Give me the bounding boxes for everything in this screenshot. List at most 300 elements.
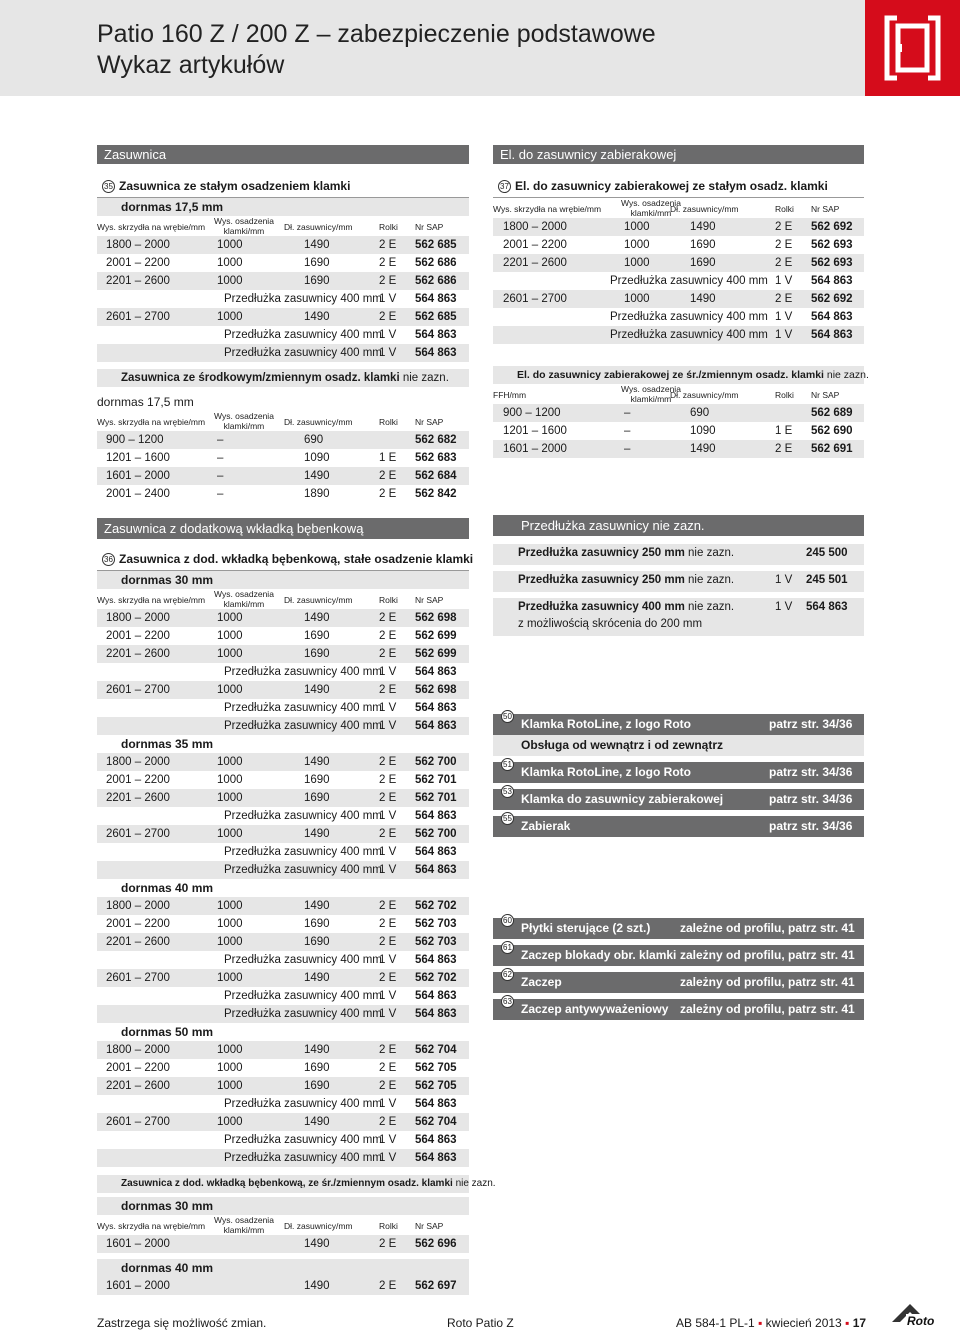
header-sap: Nr SAP [415,595,444,605]
length: 1490 [690,293,716,305]
length: 1690 [304,774,330,786]
dornmas-text: dornmas 50 mm [121,1025,214,1039]
header-height: Wys. skrzydła na wrębie/mm [97,417,206,427]
table-row [97,344,469,362]
accessory-bar [493,789,864,810]
accessory-bar [493,999,864,1020]
rollers: 1 V [379,720,397,732]
handle-height: 1000 [217,972,243,984]
accessory-ref: patrz str. 34/36 [769,717,853,731]
table-row [97,699,469,717]
spacer [493,344,864,366]
sap-number: 562 692 [811,221,853,233]
sap-number: 562 698 [415,684,457,696]
handle-height: 1000 [217,756,243,768]
sap-number: 564 863 [811,275,853,287]
sap-number: 562 700 [415,828,457,840]
rollers: 2 E [379,1044,397,1056]
header-length: Dł. zasuwnicy/mm [670,390,739,400]
table-row [493,308,864,326]
header-handle-1: Wys. osadzenia [621,384,681,394]
column-header [493,384,864,404]
spacer [97,164,469,175]
handle-height: – [217,452,224,464]
rollers: 2 E [379,648,397,660]
dornmas-label [97,735,469,753]
table-row [493,440,864,458]
sap-number: 562 701 [415,774,457,786]
rollers: 2 E [775,293,793,305]
sap-number: 562 699 [415,648,457,660]
circle-number-icon: 62 [501,968,514,981]
sap-number: 562 683 [415,452,457,464]
rollers: 1 V [379,810,397,822]
left-column [97,145,496,1295]
extension-label: Przedłużka zasuwnicy 400 mm [610,329,768,341]
rollers: 2 E [379,1280,397,1292]
header-handle-2: klamki/mm [223,226,265,236]
handle-height: 1000 [217,257,243,269]
header-length: Dł. zasuwnicy/mm [284,595,353,605]
spacer [493,536,864,544]
handle-height: 1000 [217,936,243,948]
roto-logo [888,1300,938,1329]
spacer [493,843,864,918]
rollers: 2 E [379,1238,397,1250]
sap-number: 562 842 [415,488,457,500]
length: 1490 [304,239,330,251]
column-header [97,1215,469,1235]
accessory-ref: zależne od profilu, patrz str. 41 [680,921,855,935]
table-row [493,422,864,440]
height-range: 2001 – 2200 [106,630,170,642]
header-rollers: Rolki [379,222,398,232]
length: 1690 [304,630,330,642]
rollers: 2 E [379,275,397,287]
height-range: 2201 – 2600 [106,792,170,804]
sap-number: 562 692 [811,293,853,305]
block-center-title [493,366,869,384]
rollers: 2 E [379,972,397,984]
page-title: Patio 160 Z / 200 Z – zabezpieczenie podstawowe [97,20,656,48]
extension-label: Przedłużka zasuwnicy 400 mm [224,293,382,305]
table-row [97,1059,469,1077]
circle-number-icon: 50 [501,710,514,723]
accessory-ref: patrz str. 34/36 [769,765,853,779]
length: 1490 [304,684,330,696]
handle-height: 1000 [217,828,243,840]
rollers: 1 V [379,990,397,1002]
table-row [97,609,469,627]
section-bar [97,518,469,539]
rollers: 1 V [379,702,397,714]
header-rollers: Rolki [379,417,398,427]
rollers: 2 E [379,792,397,804]
sap-number: 562 696 [415,1238,457,1250]
header-handle-2: klamki/mm [630,208,672,218]
table-row [493,272,864,290]
handle-height: 1000 [217,239,243,251]
sap-number: 562 703 [415,918,457,930]
extension-label: Przedłużka zasuwnicy 400 mm [224,864,382,876]
accessory-ref: patrz str. 34/36 [769,819,853,833]
height-range: 900 – 1200 [106,434,164,446]
extension-label: Przedłużka zasuwnicy 400 mm [610,311,768,323]
header-handle [214,589,274,609]
footer-note: Zastrzega się możliwość zmian. [97,1316,267,1330]
handle-height: 1000 [217,1080,243,1092]
sap-number: 562 702 [415,972,457,984]
rollers: 1 V [775,601,793,613]
block-variable-title [97,1175,496,1193]
note: nie zazn. [688,574,735,586]
rollers: 2 E [379,918,397,930]
handle-height: – [624,425,631,437]
sap-number: 245 500 [806,547,848,559]
footer-product: Roto Patio Z [447,1316,514,1330]
header-handle-2: klamki/mm [223,421,265,431]
rollers: 2 E [379,470,397,482]
handle-height: – [624,443,631,455]
header-handle [214,216,274,236]
length: 690 [304,434,324,446]
handle-height: – [624,407,631,419]
sap-number: 564 863 [415,990,457,1002]
table-row [97,1131,469,1149]
table-row [97,933,469,951]
sap-number: 564 863 [415,1152,457,1164]
section-title: Zasuwnica [104,147,167,162]
length: 1690 [304,936,330,948]
dornmas-label [97,393,469,411]
section-title: Zasuwnica z dodatkową wkładką bębenkową [104,521,364,536]
sap-number: 562 704 [415,1044,457,1056]
table-row [97,627,469,645]
spacer [493,458,864,515]
extension-sub: z możliwością skrócenia do 200 mm [518,618,703,630]
circle-number-icon: 61 [501,941,514,954]
table-row [97,1113,469,1131]
handle-height: 1000 [217,648,243,660]
extension-box [493,598,864,636]
table-row [97,467,469,485]
rollers: 1 V [775,275,793,287]
table-row [97,272,469,290]
table-row [97,717,469,735]
height-range: 2201 – 2600 [106,648,170,660]
circle-number-icon: 53 [501,785,514,798]
handle-height: 1000 [217,684,243,696]
rollers: 2 E [379,1080,397,1092]
page-subtitle: Wykaz artykułów [97,51,285,79]
extension-title [518,601,734,613]
height-range: 1800 – 2000 [106,1044,170,1056]
circle-number-icon: 63 [501,995,514,1008]
header-rollers: Rolki [775,204,794,214]
rollers: 1 V [379,347,397,359]
table-row [97,969,469,987]
table-row [97,1077,469,1095]
height-range: 2001 – 2200 [106,774,170,786]
sap-number: 562 685 [415,311,457,323]
rollers: 2 E [775,257,793,269]
sap-number: 562 686 [415,257,457,269]
length: 1490 [304,1280,330,1292]
length: 1490 [304,612,330,624]
height-range: 1601 – 2000 [106,1238,170,1250]
sap-number: 562 703 [415,936,457,948]
sap-number: 564 863 [811,311,853,323]
block-36-title [97,548,474,570]
length: 1690 [304,648,330,660]
rollers: 2 E [379,936,397,948]
dornmas-label [97,198,469,216]
table-row [97,236,469,254]
table-row [97,789,469,807]
accessory-label: Płytki sterujące (2 szt.) [521,921,651,935]
table-row [97,915,469,933]
height-range: 2601 – 2700 [106,972,170,984]
column-header [97,411,469,431]
block-37-title [493,175,864,197]
height-range: 2001 – 2200 [106,257,170,269]
rollers: 1 V [379,666,397,678]
accessory-bar [493,714,864,735]
block-title: Zasuwnica z dod. wkładką bębenkową, ze śr./zmiennym osadz. klamki [121,1178,453,1189]
handle-height: 1000 [217,1044,243,1056]
rollers: 1 V [379,846,397,858]
section-bar [493,515,864,536]
table-row [97,861,469,879]
table-row [97,663,469,681]
height-range: 2001 – 2400 [106,488,170,500]
extension-label: Przedłużka zasuwnicy 400 mm [610,275,768,287]
accessory-bar [493,972,864,993]
height-range: 1601 – 2000 [503,443,567,455]
header-rollers: Rolki [379,595,398,605]
table-row [97,987,469,1005]
extension-label: Przedłużka zasuwnicy 400 mm [224,1152,382,1164]
handle-height: 1000 [217,792,243,804]
sap-number: 562 682 [415,434,457,446]
length: 1890 [304,488,330,500]
sap-number: 564 863 [415,1008,457,1020]
length: 1490 [304,900,330,912]
extension-label: Przedłużka zasuwnicy 400 mm [224,1008,382,1020]
header-handle [214,411,274,431]
table-row [493,404,864,422]
rollers: 1 V [379,864,397,876]
sap-number: 564 863 [806,601,848,613]
header-handle-2: klamki/mm [223,599,265,609]
rollers: 2 E [379,612,397,624]
sap-number: 564 863 [415,702,457,714]
section-title: Przedłużka zasuwnicy [521,518,649,533]
accessory-label: Klamka do zasuwnicy zabierakowej [521,792,724,806]
table-row [493,236,864,254]
sap-number: 245 501 [806,574,848,586]
section-title: El. do zasuwnicy zabierakowej [500,147,677,162]
rollers: 1 E [775,425,793,437]
note: nie zazn. [455,1178,496,1189]
extension-label: Przedłużka zasuwnicy 400 mm [224,666,382,678]
sap-number: 564 863 [811,329,853,341]
column-header [97,589,469,609]
rollers: 2 E [379,1116,397,1128]
dornmas-label [97,571,469,589]
length: 1490 [304,1116,330,1128]
dornmas-label [97,1259,469,1277]
handle-height: 1000 [624,293,650,305]
handle-height: 1000 [217,918,243,930]
sap-number: 562 691 [811,443,853,455]
sap-number: 564 863 [415,1098,457,1110]
accessory-ref: zależny od profilu, patrz str. 41 [680,975,855,989]
sap-number: 562 697 [415,1280,457,1292]
window-frame-icon [865,0,960,96]
circle-number-icon: 60 [501,914,514,927]
sap-number: 564 863 [415,293,457,305]
length: 1490 [690,221,716,233]
rollers: 2 E [379,311,397,323]
rollers: 1 V [775,329,793,341]
sap-number: 564 863 [415,954,457,966]
sap-number: 562 690 [811,425,853,437]
header-rollers: Rolki [775,390,794,400]
header-handle-1: Wys. osadzenia [214,589,274,599]
accessory-bar [493,918,864,939]
dornmas-text: dornmas 30 mm [121,573,214,587]
rollers: 1 V [379,954,397,966]
block-title: Zasuwnica ze stałym osadzeniem klamki [119,179,351,193]
accessory-ref: zależny od profilu, patrz str. 41 [680,1002,855,1016]
length: 1490 [690,443,716,455]
block-title: Zasuwnica z dod. wkładką bębenkową, stałe osadzenie klamki [119,552,474,566]
length: 1490 [304,828,330,840]
extension-label: Przedłużka zasuwnicy 400 mm [224,990,382,1002]
header-handle-1: Wys. osadzenia [214,1215,274,1225]
extension-title-text: Przedłużka zasuwnicy 400 mm [518,601,685,613]
page-header [0,0,960,96]
table-row [97,290,469,308]
table-row [97,485,469,503]
header-sap: Nr SAP [811,390,840,400]
rollers: 1 V [379,293,397,305]
block-title: El. do zasuwnicy zabierakowej ze stałym osadz. klamki [515,179,828,193]
handle-height: – [217,488,224,500]
extension-label: Przedłużka zasuwnicy 400 mm [224,329,382,341]
handle-height: 1000 [217,275,243,287]
note: nie zazn. [688,547,735,559]
header-sap: Nr SAP [415,417,444,427]
rollers: 1 V [379,1098,397,1110]
height-range: 2601 – 2700 [106,1116,170,1128]
header-handle-2: klamki/mm [630,394,672,404]
height-range: 1800 – 2000 [106,756,170,768]
height-range: 1201 – 1600 [106,452,170,464]
height-range: 1201 – 1600 [503,425,567,437]
accessory-label: Zaczep blokady obr. klamki [521,948,677,962]
header-height: FFH/mm [493,390,527,400]
block-title: Zasuwnica ze środkowym/zmiennym osadz. klamki [121,372,400,384]
extension-title [518,574,734,586]
section-bar [97,145,469,164]
extension-label: Przedłużka zasuwnicy 400 mm [224,1098,382,1110]
rollers: 1 V [379,1134,397,1146]
length: 1490 [304,1044,330,1056]
dornmas-text: dornmas 40 mm [121,881,214,895]
rollers: 1 V [379,1008,397,1020]
rollers: 2 E [379,774,397,786]
length: 1690 [304,1062,330,1074]
header-sap: Nr SAP [415,1221,444,1231]
height-range: 2001 – 2200 [503,239,567,251]
extension-title [518,547,734,559]
circle-number-icon: 36 [102,553,115,566]
spacer [493,164,864,175]
rollers: 2 E [379,239,397,251]
sap-number: 564 863 [415,347,457,359]
table-row [97,843,469,861]
block-center-title [97,369,469,387]
length: 1490 [304,756,330,768]
dornmas-label [97,1023,469,1041]
table-row [97,1235,469,1253]
table-row [97,1277,469,1295]
height-range: 1800 – 2000 [106,239,170,251]
dornmas-text: dornmas 17,5 mm [97,395,194,409]
table-row [97,254,469,272]
table-row [97,771,469,789]
header-handle-2: klamki/mm [223,1225,265,1235]
rollers: 2 E [379,684,397,696]
rollers: 1 E [379,452,397,464]
rollers: 2 E [775,221,793,233]
header-length: Dł. zasuwnicy/mm [284,417,353,427]
column-header [97,216,469,236]
header-height: Wys. skrzydła na wrębie/mm [97,1221,206,1231]
handle-height: 1000 [624,257,650,269]
header-sap: Nr SAP [415,222,444,232]
sap-number: 564 863 [415,666,457,678]
height-range: 2001 – 2200 [106,1062,170,1074]
dornmas-text: dornmas 17,5 mm [121,200,224,214]
extension-label: Przedłużka zasuwnicy 400 mm [224,954,382,966]
handle-height: 1000 [217,1062,243,1074]
sap-number: 564 863 [415,846,457,858]
length: 1090 [690,425,716,437]
header-height: Wys. skrzydła na wrębie/mm [97,222,206,232]
sap-number: 562 699 [415,630,457,642]
table-row [97,1149,469,1167]
accessory-label: Klamka RotoLine, z logo Roto [521,765,691,779]
table-row [97,753,469,771]
sap-number: 562 700 [415,756,457,768]
section-note: nie zazn. [652,518,705,533]
accessory-sub-text: Obsługa od wewnątrz i od zewnątrz [521,738,724,752]
spacer [97,1167,469,1175]
header-handle-1: Wys. osadzenia [214,216,274,226]
header-sap: Nr SAP [811,204,840,214]
sap-number: 562 702 [415,900,457,912]
table-row [97,1005,469,1023]
rollers: 1 V [775,311,793,323]
height-range: 2601 – 2700 [503,293,567,305]
accessory-bar [493,816,864,837]
length: 1490 [304,972,330,984]
spacer [97,362,469,369]
height-range: 1601 – 2000 [106,1280,170,1292]
